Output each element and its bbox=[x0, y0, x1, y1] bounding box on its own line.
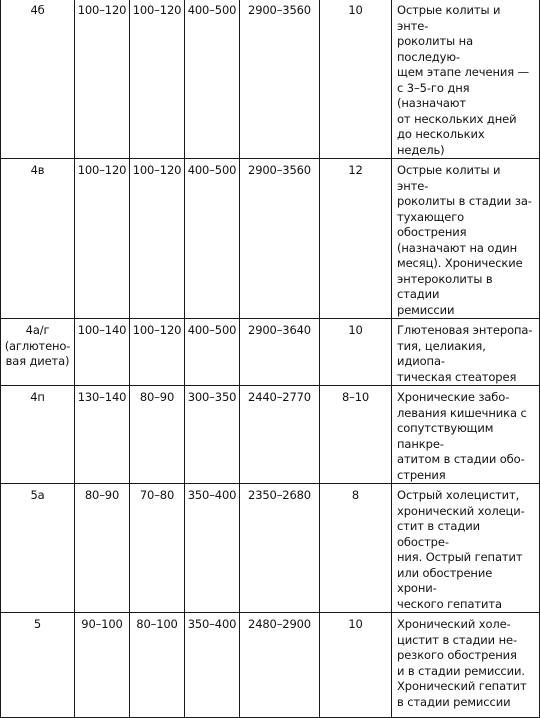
indication-cell bbox=[392, 0, 540, 159]
fat-value: 100–120 bbox=[132, 3, 182, 17]
kcal-cell bbox=[240, 159, 320, 319]
indication-cell bbox=[392, 319, 540, 386]
fat-cell bbox=[130, 319, 185, 386]
protein-cell bbox=[75, 613, 130, 718]
carbs-value: 350–400 bbox=[187, 488, 237, 502]
carbs-value: 400–500 bbox=[187, 323, 237, 337]
meals-value: 8 bbox=[351, 488, 360, 502]
table-row bbox=[1, 0, 540, 159]
diet-cell bbox=[1, 484, 75, 613]
protein-value: 80–90 bbox=[84, 488, 120, 502]
kcal-value: 2480–2900 bbox=[248, 617, 311, 631]
meals-cell bbox=[320, 386, 392, 484]
diet-code: 4в bbox=[30, 163, 45, 177]
diet-code: 5а bbox=[30, 488, 45, 502]
protein-cell bbox=[75, 319, 130, 386]
protein-value: 100–120 bbox=[77, 3, 127, 17]
diet-cell bbox=[1, 613, 75, 718]
indication-text: Глютеновая энтеропа- тия, целиакия, идиопа- тическая стеаторея bbox=[397, 323, 533, 384]
indication-text: Хронические забо- левания кишечника с сопутствующим панкре- атитом в стадии обо- стрения bbox=[397, 390, 527, 482]
carbs-cell bbox=[185, 159, 240, 319]
meals-cell bbox=[320, 0, 392, 159]
indication-cell bbox=[392, 484, 540, 613]
meals-value: 10 bbox=[348, 3, 363, 17]
diet-cell bbox=[1, 159, 75, 319]
kcal-value: 2900–3560 bbox=[248, 163, 311, 177]
protein-cell bbox=[75, 0, 130, 159]
protein-cell bbox=[75, 386, 130, 484]
kcal-value: 2440–2770 bbox=[248, 390, 311, 404]
protein-cell bbox=[75, 159, 130, 319]
table-row bbox=[1, 319, 540, 386]
carbs-cell bbox=[185, 386, 240, 484]
meals-value: 12 bbox=[348, 163, 363, 177]
diet-cell bbox=[1, 386, 75, 484]
kcal-cell bbox=[240, 319, 320, 386]
carbs-value: 400–500 bbox=[187, 163, 237, 177]
fat-value: 80–90 bbox=[139, 390, 175, 404]
protein-cell bbox=[75, 484, 130, 613]
fat-value: 100–120 bbox=[132, 163, 182, 177]
kcal-cell bbox=[240, 0, 320, 159]
diet-code: 5 bbox=[33, 617, 42, 631]
meals-cell bbox=[320, 613, 392, 718]
meals-cell bbox=[320, 484, 392, 613]
indication-text: Хронический холе- цистит в стадии не- резкого обострения и в стадии ремиссии. Хронический гепатит в стадии ремиссии bbox=[397, 617, 527, 709]
kcal-cell bbox=[240, 484, 320, 613]
indication-cell bbox=[392, 159, 540, 319]
table-row bbox=[1, 613, 540, 718]
carbs-value: 400–500 bbox=[187, 3, 237, 17]
indication-text: Острые колиты и энте- роколиты в стадии за- тухающего обострения (назначают на один месяц). Хронические энтероколиты в стадии ремиссии bbox=[397, 163, 532, 317]
fat-cell bbox=[130, 613, 185, 718]
carbs-value: 300–350 bbox=[187, 390, 237, 404]
fat-value: 100–120 bbox=[132, 323, 182, 337]
indication-text: Острые колиты и энте- роколиты на последую- щем этапе лечения — с 3–5-го дня (назначают от нескольких дней до нескольких недель) bbox=[397, 3, 530, 157]
indication-cell bbox=[392, 386, 540, 484]
meals-cell bbox=[320, 159, 392, 319]
kcal-value: 2900–3640 bbox=[248, 323, 311, 337]
protein-value: 100–120 bbox=[77, 163, 127, 177]
protein-value: 130–140 bbox=[77, 390, 127, 404]
diet-cell bbox=[1, 319, 75, 386]
meals-cell bbox=[320, 319, 392, 386]
protein-value: 90–100 bbox=[81, 617, 123, 631]
table-row bbox=[1, 159, 540, 319]
kcal-cell bbox=[240, 386, 320, 484]
diet-code: 4п bbox=[30, 390, 45, 404]
fat-cell bbox=[130, 0, 185, 159]
protein-value: 100–140 bbox=[77, 323, 127, 337]
carbs-cell bbox=[185, 484, 240, 613]
diet-code: 4б bbox=[30, 3, 45, 17]
diet-cell bbox=[1, 0, 75, 159]
meals-value: 10 bbox=[348, 323, 363, 337]
carbs-value: 350–400 bbox=[187, 617, 237, 631]
diet-code: 4а/г (аглютено- вая диета) bbox=[4, 323, 71, 368]
fat-cell bbox=[130, 484, 185, 613]
carbs-cell bbox=[185, 0, 240, 159]
table-row bbox=[1, 484, 540, 613]
fat-cell bbox=[130, 159, 185, 319]
carbs-cell bbox=[185, 319, 240, 386]
fat-value: 70–80 bbox=[139, 488, 175, 502]
kcal-value: 2350–2680 bbox=[248, 488, 311, 502]
fat-cell bbox=[130, 386, 185, 484]
fat-value: 80–100 bbox=[136, 617, 178, 631]
indication-text: Острый холецистит, хронический холеци- стит в стадии обостре- ния. Острый гепатит или обострение хрони- ческого гепатита bbox=[397, 488, 525, 611]
meals-value: 10 bbox=[348, 617, 363, 631]
kcal-cell bbox=[240, 613, 320, 718]
kcal-value: 2900–3560 bbox=[248, 3, 311, 17]
carbs-cell bbox=[185, 613, 240, 718]
table-row bbox=[1, 386, 540, 484]
indication-cell bbox=[392, 613, 540, 718]
meals-value: 8–10 bbox=[341, 390, 370, 404]
